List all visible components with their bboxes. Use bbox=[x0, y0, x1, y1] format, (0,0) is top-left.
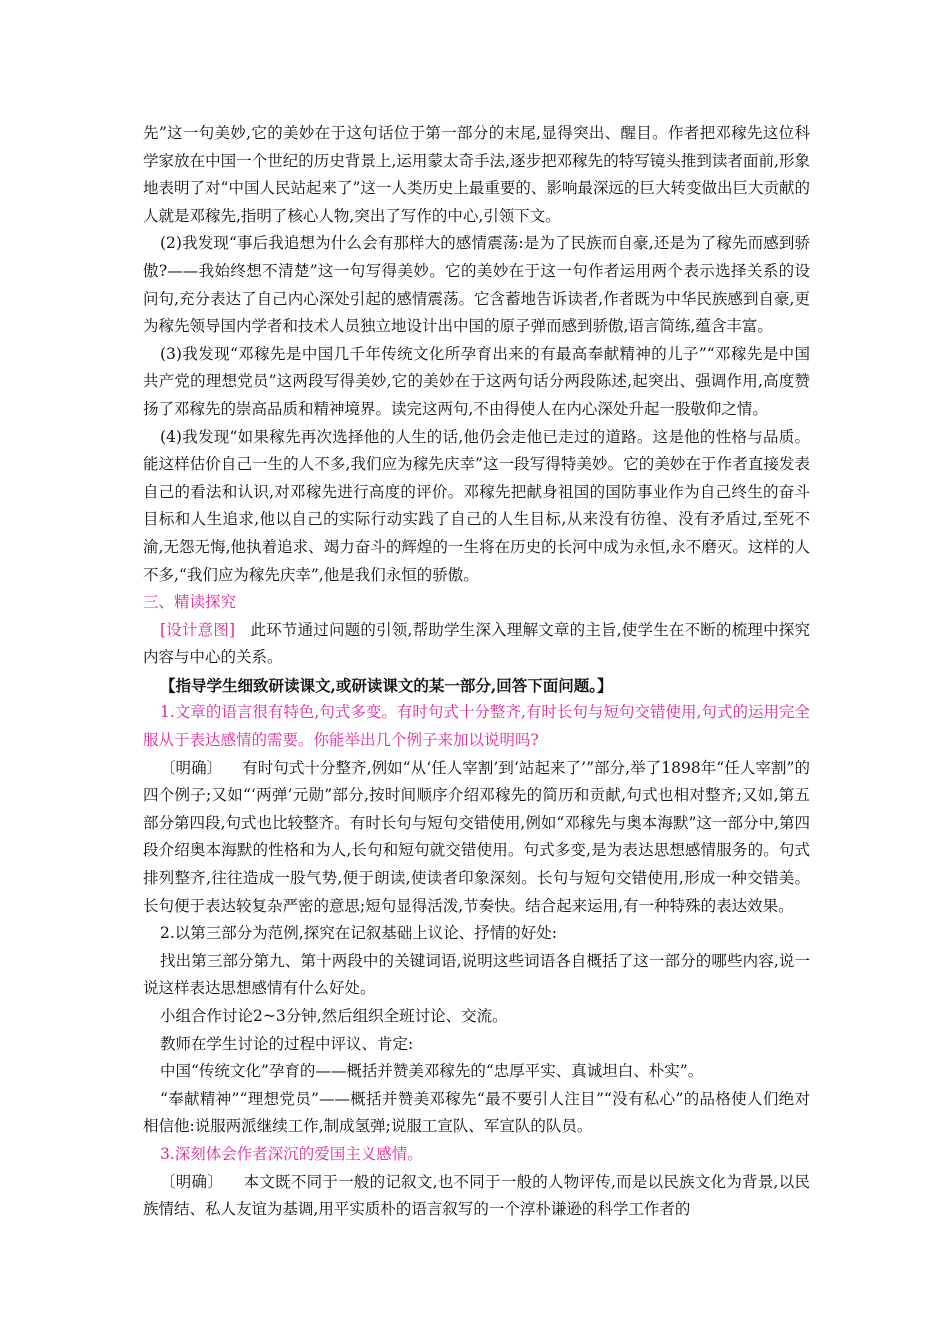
paragraph-point-2: (2)我发现“事后我追想为什么会有那样大的感情震荡:是为了民族而自豪,还是为了稼先而感到骄傲?——我始终想不清楚”这一句写得美妙。它的美妙在于这一句作者运用两个表示选择关系的设问句,充分表达了自己内心深处引起的感情震荡。它含蓄地告诉读者,作者既为中华民族感到自豪,更为稼先领导国内学者和技术人员独立地设计出中国的原子弹而感到骄傲,语言简练,蕴含丰富。 bbox=[143, 234, 810, 336]
question-2-task: 找出第三部分第九、第十两段中的关键词语,说明这些词语各自概括了这一部分的哪些内容,说一说这样表达思想感情有什么好处。 bbox=[143, 951, 810, 998]
answer-3 bbox=[143, 1169, 810, 1224]
question-3: 3.深刻体会作者深沉的爱国主义感情。 bbox=[160, 1144, 423, 1163]
document-page bbox=[143, 120, 810, 1224]
question-2-teacher: 教师在学生讨论的过程中评议、肯定: bbox=[160, 1034, 414, 1053]
question-2-point-2: “奉献精神”“理想党员”——概括并赞美邓稼先“最不要引人注目”“没有私心”的品格使人们绝对相信他:说服两派继续工作,制成氢弹;说服工宣队、军宣队的队员。 bbox=[143, 1089, 810, 1136]
answer-1-label: 〔明确〕 bbox=[160, 758, 223, 777]
instruction: 【指导学生细致研读课文,或研读课文的某一部分,回答下面问题。】 bbox=[160, 675, 613, 695]
section-heading: 三、精读探究 bbox=[143, 593, 237, 612]
design-intent bbox=[143, 617, 810, 672]
paragraph-point-3: (3)我发现“邓稼先是中国几千年传统文化所孕育出来的有最高奉献精神的儿子”“邓稼先是中国共产党的理想党员”这两段写得美妙,它的美妙在于这两句话分两段陈述,起突出、强调作用,高度赞扬了邓稼先的崇高品质和精神境界。读完这两句,不由得使人在内心深处升起一股敬仰之情。 bbox=[143, 344, 810, 418]
answer-3-text: 本文既不同于一般的记叙文,也不同于一般的人物评传,而是以民族文化为背景,以民族情结、私人友谊为基调,用平实质朴的语言叙写的一个淳朴谦逊的科学工作者的 bbox=[143, 1172, 810, 1219]
design-intent-label: [设计意图] bbox=[160, 620, 236, 639]
design-intent-text: 此环节通过问题的引领,帮助学生深入理解文章的主旨,使学生在不断的梳理中探究内容与中心的关系。 bbox=[143, 620, 811, 667]
question-2: 2.以第三部分为范例,探究在记叙基础上议论、抒情的好处: bbox=[160, 924, 557, 943]
answer-3-label: 〔明确〕 bbox=[160, 1172, 223, 1191]
question-2-group: 小组合作讨论2~3分钟,然后组织全班讨论、交流。 bbox=[160, 1007, 508, 1025]
paragraph-point-4: (4)我发现“如果稼先再次选择他的人生的话,他仍会走他已走过的道路。这是他的性格与品质。能这样估价自己一生的人不多,我们应为稼先庆幸”这一段写得特美妙。它的美妙在于作者直接发表自己的看法和认识,对邓稼先进行高度的评价。邓稼先把献身祖国的国防事业作为自己终生的奋斗目标和人生追求,他以自己的实际行动实践了自己的人生目标,从来没有彷徨、没有矛盾过,至死不渝,无怨无悔,他执着追求、竭力奋斗的辉煌的一生将在历史的长河中成为永恒,永不磨灭。这样的人不多,“我们应为稼先庆幸”,他是我们永恒的骄傲。 bbox=[143, 427, 810, 584]
answer-1 bbox=[143, 755, 810, 921]
question-2-point-1: 中国“传统文化”孕育的——概括并赞美邓稼先的“忠厚平实、真诚坦白、朴实”。 bbox=[160, 1062, 704, 1081]
paragraph-continuation: 先”这一句美妙,它的美妙在于这句话位于第一部分的末尾,显得突出、醒目。作者把邓稼先这位科学家放在中国一个世纪的历史背景上,运用蒙太奇手法,逐步把邓稼先的特写镜头推到读者面前,形象地表明了对“中国人民站起来了”这一人类历史上最重要的、影响最深远的巨大转变做出巨大贡献的人就是邓稼先,指明了核心人物,突出了写作的中心,引领下文。 bbox=[143, 124, 810, 225]
answer-1-text: 有时句式十分整齐,例如“从‘任人宰割’到‘站起来了’”部分,举了1898年“任人宰割”的四个例子;又如“‘两弹’元勋”部分,按时间顺序介绍邓稼先的简历和贡献,句式也相对整齐;又如,第五部分第四段,句式也比较整齐。有时长句与短句交错使用,例如“邓稼先与奥本海默”这一部分中,第四段介绍奥本海默的性格和为人,长句和短句就交错使用。句式多变,是为表达思想感情服务的。句式排列整齐,往往造成一股气势,便于朗读,使读者印象深刻。长句与短句交错使用,形成一种交错美。长句便于表达较复杂严密的意思;短句显得活泼,节奏快。结合起来运用,有一种特殊的表达效果。 bbox=[143, 758, 810, 915]
question-1: 1.文章的语言很有特色,句式多变。有时句式十分整齐,有时长句与短句交错使用,句式的运用完全服从于表达感情的需要。你能举出几个例子来加以说明吗? bbox=[143, 703, 810, 750]
